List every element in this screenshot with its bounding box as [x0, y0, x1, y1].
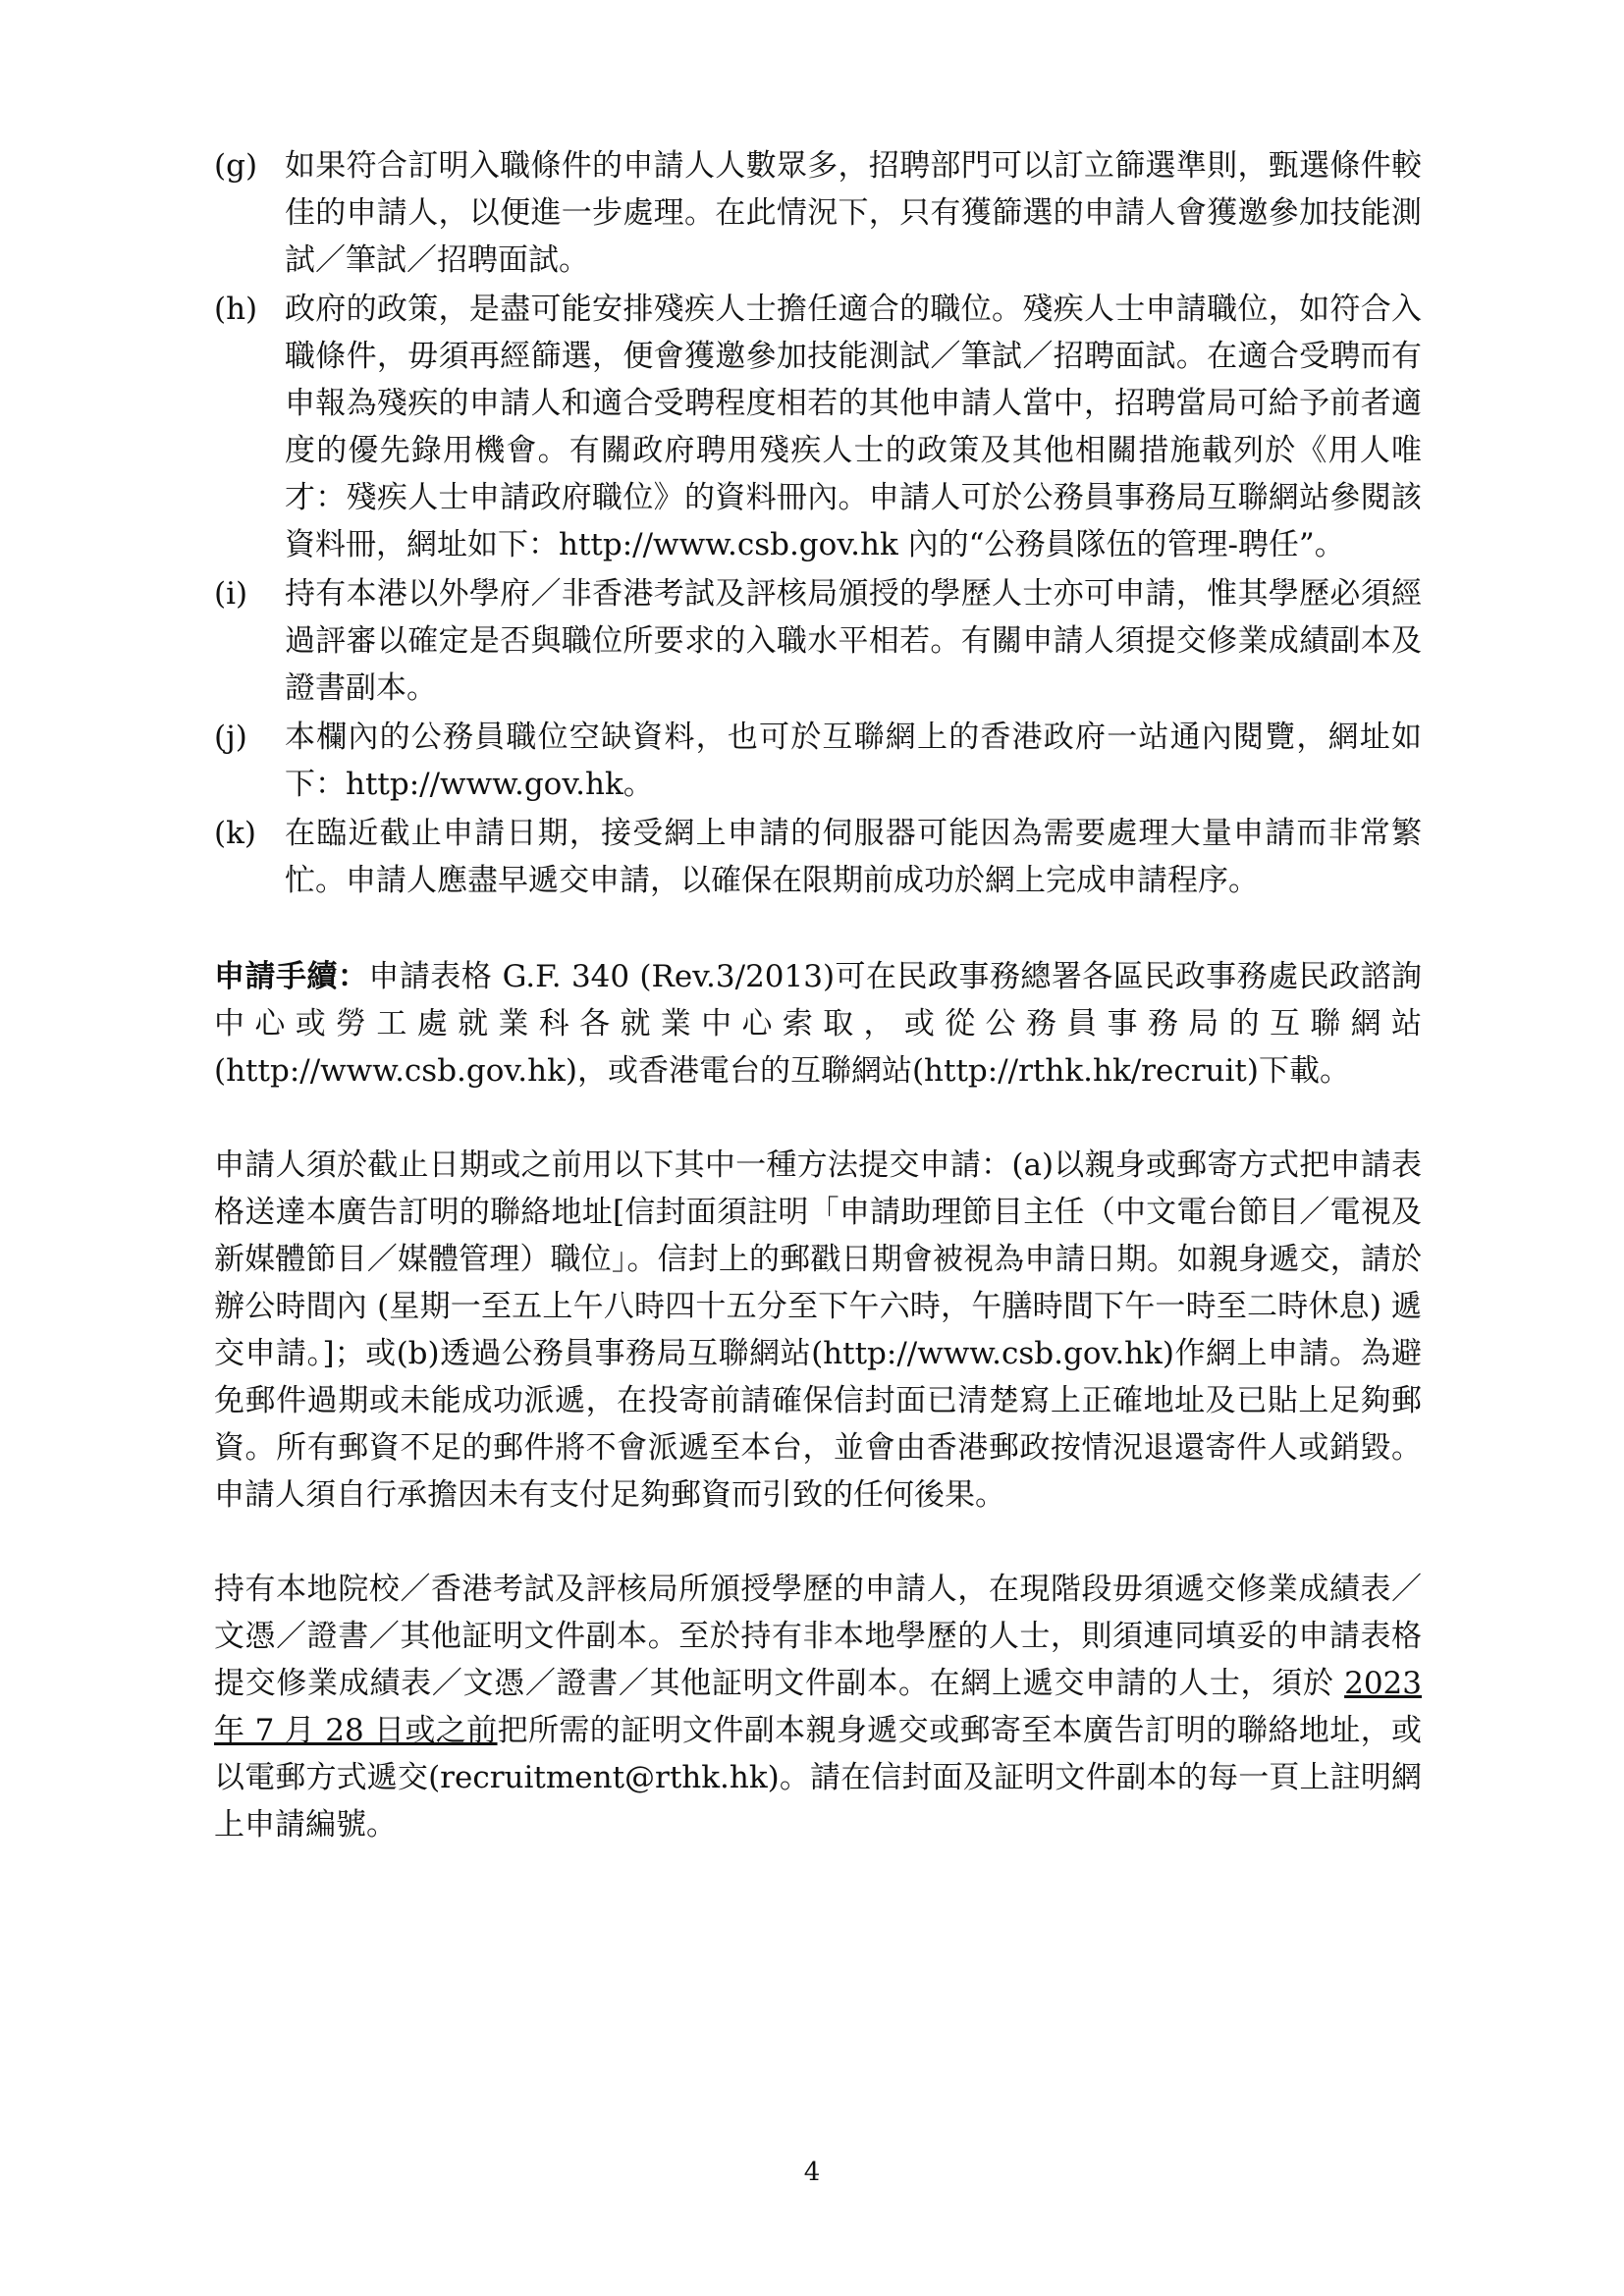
list-item-text: 如果符合訂明入職條件的申請人人數眾多，招聘部門可以訂立篩選準則，甄選條件較佳的申請人，以便進一步處理。在此情況下，只有獲篩選的申請人會獲邀參加技能測試／筆試／招聘面試。 [285, 148, 1422, 278]
notes-list [214, 142, 1422, 904]
application-procedure-heading: 申請手續： [214, 959, 369, 994]
list-item [214, 570, 1422, 712]
list-marker: (j) [214, 720, 247, 755]
page-number: 4 [803, 2158, 821, 2187]
submission-methods-paragraph: 申請人須於截止日期或之前用以下其中一種方法提交申請：(a)以親身或郵寄方式把申請表格送達本廣告訂明的聯絡地址[信封面須註明「申請助理節目主任（中文電台節目／電視及新媒體節目／媒體管理）職位」。信封上的郵戳日期會被視為申請日期。如親身遞交，請於辦公時間內 (星期一至五上午八時四十五分至下午六時，午膳時間下午一時至二時休息) 遞交申請。]；或(b)透過公務員事務局互聯網站(http://www.csb.gov.hk)作網上申請。為避免郵件過期或未能成功派遞，在投寄前請確保信封面已清楚寫上正確地址及已貼上足夠郵資。所有郵資不足的郵件將不會派遞至本台，並會由香港郵政按情況退還寄件人或銷毀。申請人須自行承擔因未有支付足夠郵資而引致的任何後果。 [214, 1148, 1422, 1513]
documents-text-part1: 持有本地院校／香港考試及評核局所頒授學歷的申請人，在現階段毋須遞交修業成績表／文憑／證書／其他証明文件副本。至於持有非本地學歷的人士，則須連同填妥的申請表格提交修業成績表／文憑／證書／其他証明文件副本。在網上遞交申請的人士，須於 [214, 1572, 1422, 1701]
list-item [214, 810, 1422, 904]
documents-text-part2: 把所需的証明文件副本親身遞交或郵寄至本廣告訂明的聯絡地址，或以電郵方式遞交(recruitment@rthk.hk)。請在信封面及証明文件副本的每一頁上註明網上申請編號。 [214, 1713, 1422, 1842]
list-item-text: 政府的政策，是盡可能安排殘疾人士擔任適合的職位。殘疾人士申請職位，如符合入職條件，毋須再經篩選，便會獲邀參加技能測試／筆試／招聘面試。在適合受聘而有申報為殘疾的申請人和適合受聘程度相若的其他申請人當中，招聘當局可給予前者適度的優先錄用機會。有關政府聘用殘疾人士的政策及其他相關措施載列於《用人唯才：殘疾人士申請政府職位》的資料冊內。申請人可於公務員事務局互聯網站參閱該資料冊，網址如下：http://www.csb.gov.hk 內的“公務員隊伍的管理-聘任”。 [285, 292, 1422, 562]
list-item [214, 714, 1422, 808]
list-marker: (k) [214, 816, 256, 851]
document-body [214, 142, 1422, 1848]
list-item [214, 286, 1422, 568]
list-marker: (i) [214, 576, 248, 612]
application-procedure-text: 申請表格 G.F. 340 (Rev.3/2013)可在民政事務總署各區民政事務處民政諮詢中心或勞工處就業科各就業中心索取，或從公務員事務局的互聯網站(http://www.csb.gov.hk)，或香港電台的互聯網站(http://rthk.hk/recruit)下載。 [214, 959, 1422, 1089]
list-marker: (g) [214, 148, 258, 184]
list-marker: (h) [214, 292, 258, 327]
documents-deadline: 2023 年 7 月 28 日或之前 [214, 1666, 1422, 1748]
list-item-text: 持有本港以外學府／非香港考試及評核局頒授的學歷人士亦可申請，惟其學歷必須經過評審以確定是否與職位所要求的入職水平相若。有關申請人須提交修業成績副本及證書副本。 [285, 576, 1422, 706]
application-procedure-paragraph [214, 953, 1422, 1095]
supporting-documents-paragraph [214, 1566, 1422, 1848]
list-item-text: 在臨近截止申請日期，接受網上申請的伺服器可能因為需要處理大量申請而非常繁忙。申請人應盡早遞交申請，以確保在限期前成功於網上完成申請程序。 [285, 816, 1422, 898]
list-item-text: 本欄內的公務員職位空缺資料，也可於互聯網上的香港政府一站通內閱覽，網址如下：http://www.gov.hk。 [285, 720, 1422, 802]
list-item [214, 142, 1422, 284]
